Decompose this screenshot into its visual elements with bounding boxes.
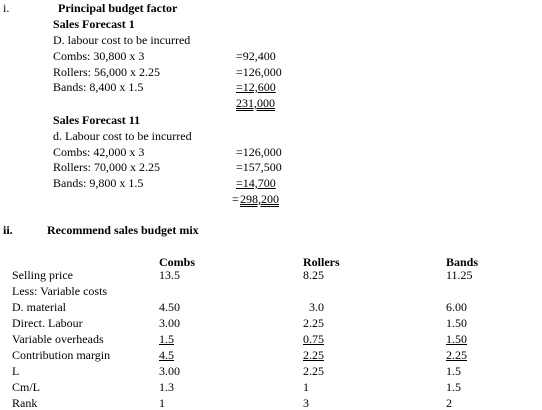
forecast1-title: Sales Forecast 1 [53,17,135,31]
table-cell-rollers: 0.75 [303,332,324,346]
forecast2-line-label: Combs: 42,000 x 3 [53,145,145,159]
forecast1-line-value: =12,600 [236,80,276,94]
forecast2-title: Sales Forecast 11 [53,113,141,127]
table-row-label: L [12,364,20,378]
table-cell-rollers: 2.25 [303,348,324,362]
table-row-label: Rank [12,396,38,410]
forecast1-line-value: =126,000 [236,65,282,79]
table-cell-bands: 11.25 [446,268,473,282]
forecast1-line-value: =92,400 [236,49,276,63]
forecast1-total: 231,000 [236,96,275,110]
table-cell-combs: 4.5 [159,348,174,362]
table-cell-combs: 1.3 [159,380,174,394]
table-cell-bands: 6.00 [446,300,467,314]
table-cell-bands: 1.5 [446,380,461,394]
table-cell-bands: 2.25 [446,348,467,362]
table-row-label: Cm/L [12,380,41,394]
table-row-label: Contribution margin [12,348,111,362]
forecast2-line-label: Bands: 9,800 x 1.5 [53,176,144,190]
section-ii-marker: ii. [3,223,13,237]
table-cell-rollers: 8.25 [303,268,324,282]
table-cell-rollers: 3 [303,396,309,410]
table-cell-rollers: 3.0 [309,300,324,314]
forecast1-line-label: Bands: 8,400 x 1.5 [53,80,144,94]
table-row-label: D. material [12,300,66,314]
forecast2-subtitle: d. Labour cost to be incurred [53,129,192,143]
column-header-rollers: Rollers [303,255,340,269]
table-row-label: Direct. Labour [12,316,83,330]
table-cell-combs: 1.5 [159,332,174,346]
forecast1-subtitle: D. labour cost to be incurred [53,33,191,47]
table-cell-bands: 1.5 [446,364,461,378]
table-cell-combs: 13.5 [159,268,180,282]
table-cell-rollers: 1 [303,380,309,394]
table-cell-bands: 1.50 [446,332,467,346]
table-cell-combs: 3.00 [159,364,180,378]
table-row-label: Variable overheads [12,332,104,346]
table-row-label: Selling price [12,268,73,282]
forecast2-line-label: Rollers: 70,000 x 2.25 [53,160,160,174]
forecast2-total-equals: = [232,192,239,206]
column-header-combs: Combs [159,255,196,269]
forecast1-line-label: Combs: 30,800 x 3 [53,49,145,63]
section-i-heading: Principal budget factor [58,1,178,15]
table-row-label: Less: Variable costs [12,284,108,298]
table-cell-rollers: 2.25 [303,364,324,378]
table-cell-combs: 1 [159,396,165,410]
section-ii-heading: Recommend sales budget mix [47,223,199,237]
forecast2-line-value: =126,000 [236,145,282,159]
table-cell-combs: 4.50 [159,300,180,314]
table-cell-bands: 2 [446,396,452,410]
section-i-marker: i. [3,1,10,15]
forecast2-total: 298,200 [240,192,279,206]
forecast2-line-value: =14,700 [236,176,276,190]
forecast2-line-value: =157,500 [236,160,282,174]
table-cell-combs: 3.00 [159,316,180,330]
table-cell-rollers: 2.25 [303,316,324,330]
table-cell-bands: 1.50 [446,316,467,330]
column-header-bands: Bands [446,255,479,269]
forecast1-line-label: Rollers: 56,000 x 2.25 [53,65,160,79]
